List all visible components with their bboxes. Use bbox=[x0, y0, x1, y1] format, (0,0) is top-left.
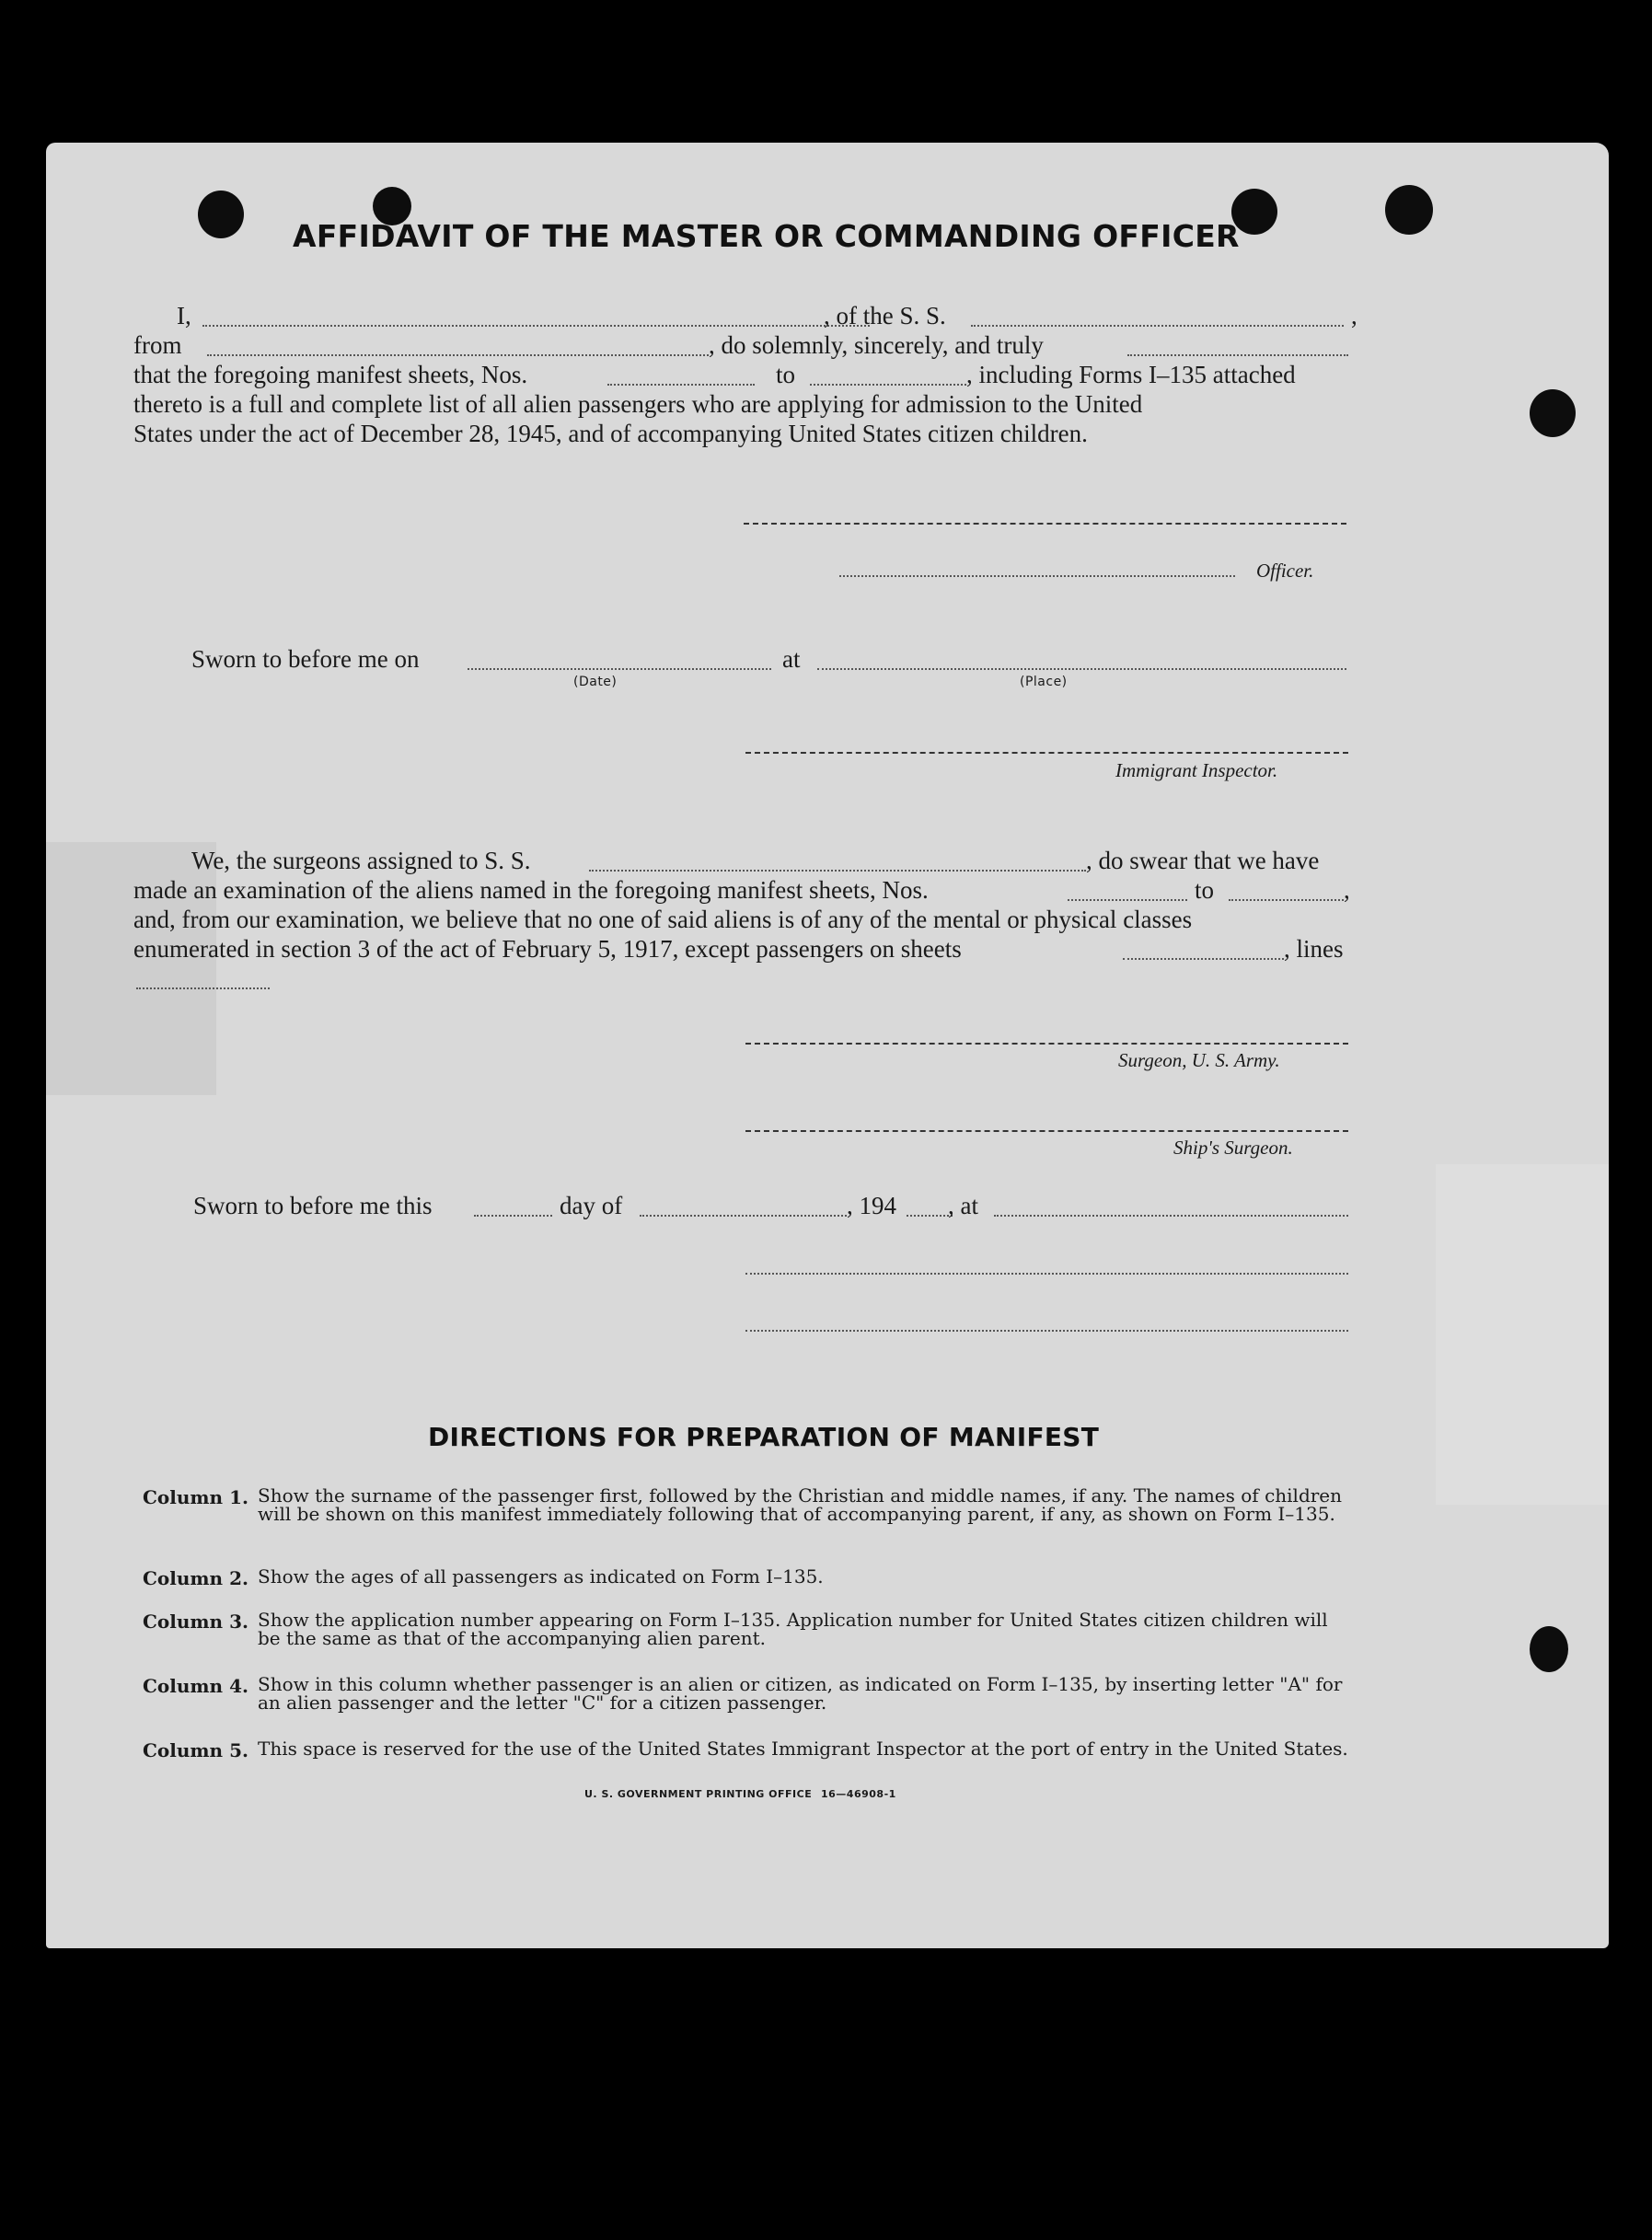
column-2-label: Column 2. bbox=[143, 1567, 248, 1589]
master-name-field[interactable] bbox=[202, 325, 870, 327]
day-of-label: day of bbox=[560, 1192, 623, 1219]
surgeons-line4: enumerated in section 3 of the act of February 5, 1917, except passengers on sheets bbox=[133, 935, 962, 963]
surgeons-line2: made an examination of the aliens named in the foregoing manifest sheets, Nos. bbox=[133, 876, 929, 904]
column-2-text: Show the ages of all passengers as indicated on Form I–135. bbox=[258, 1565, 824, 1588]
sworn-date-field[interactable] bbox=[468, 668, 771, 670]
surgeons-line3: and, from our examination, we believe that no one of said aliens is of any of the mental or physical classes bbox=[133, 906, 1193, 933]
surgeons-lines-label: , lines bbox=[1284, 935, 1344, 963]
affidavit-forms: , including Forms I–135 attached bbox=[966, 361, 1296, 388]
column-1-text: Show the surname of the passenger first, followed by the Christian and middle names, if any. The names of children will be shown on this manifest immediately following that of accompanying parent, if any, as shown on Form I–135. bbox=[258, 1484, 1343, 1525]
column-5-label: Column 5. bbox=[143, 1739, 248, 1761]
sworn-day-field[interactable] bbox=[474, 1215, 552, 1217]
column-3-text: Show the application number appearing on Form I–135. Application number for United States citizen children will be the same as that of the accompanying alien parent. bbox=[258, 1609, 1328, 1649]
affidavit-line4: thereto is a full and complete list of all alien passengers who are applying for admission to the United bbox=[133, 390, 1143, 418]
year-label: , 194 bbox=[847, 1192, 896, 1219]
punch-hole-top-right-2 bbox=[1385, 185, 1433, 235]
surgeon-ship-field[interactable] bbox=[589, 870, 1086, 872]
ship-name-field[interactable] bbox=[971, 325, 1344, 327]
affidavit-manifest-nos: that the foregoing manifest sheets, Nos. bbox=[133, 361, 528, 388]
form-sheet bbox=[46, 143, 1609, 1948]
printing-office: U. S. GOVERNMENT PRINTING OFFICE bbox=[584, 1788, 813, 1800]
sworn-on-label: Sworn to before me on bbox=[191, 645, 420, 673]
column-1-label: Column 1. bbox=[143, 1486, 248, 1508]
affidavit-line1-end: , bbox=[1351, 302, 1357, 329]
surgeon-sheets-to-field[interactable] bbox=[1229, 899, 1344, 901]
affidavit-i: I, bbox=[177, 302, 191, 329]
directions-title: DIRECTIONS FOR PREPARATION OF MANIFEST bbox=[428, 1422, 1100, 1452]
surgeons-to: to bbox=[1195, 876, 1215, 904]
affidavit-solemnly: , do solemnly, sincerely, and truly bbox=[709, 331, 1044, 359]
lines-field[interactable] bbox=[136, 987, 270, 989]
tape-patch-right bbox=[1436, 1164, 1609, 1505]
punch-hole-right-upper bbox=[1530, 389, 1576, 437]
column-4-label: Column 4. bbox=[143, 1675, 248, 1697]
affidavit-to: to bbox=[776, 361, 796, 388]
affidavit-line5: States under the act of December 28, 1945, and of accompanying United States citizen children. bbox=[133, 420, 1088, 447]
inspector-label: Immigrant Inspector. bbox=[1115, 759, 1278, 781]
form-number: 16—46908-1 bbox=[821, 1788, 896, 1800]
column-5-text: This space is reserved for the use of the United States Immigrant Inspector at the port of entry in the United States. bbox=[258, 1738, 1348, 1760]
surgeon-sheets-from-field[interactable] bbox=[1068, 899, 1187, 901]
surgeons-line1-end: , do swear that we have bbox=[1086, 847, 1320, 874]
ship-surgeon-signature-line[interactable] bbox=[745, 1130, 1348, 1132]
sworn-month-field[interactable] bbox=[640, 1215, 847, 1217]
sworn-place-field[interactable] bbox=[817, 668, 1346, 670]
army-surgeon-label: Surgeon, U. S. Army. bbox=[1118, 1049, 1280, 1071]
sworn-year-field[interactable] bbox=[907, 1215, 953, 1217]
punch-hole-right-lower bbox=[1530, 1626, 1568, 1672]
extra-signature-line-1[interactable] bbox=[745, 1273, 1348, 1275]
affidavit-title: AFFIDAVIT OF THE MASTER OR COMMANDING OFFICER bbox=[293, 218, 1240, 254]
army-surgeon-signature-line[interactable] bbox=[745, 1043, 1348, 1045]
column-3-label: Column 3. bbox=[143, 1611, 248, 1633]
year-at-label: , at bbox=[948, 1192, 978, 1219]
affidavit-of-ss: , of the S. S. bbox=[824, 302, 946, 329]
officer-label: Officer. bbox=[1256, 560, 1314, 582]
manifest-to-field[interactable] bbox=[810, 384, 966, 386]
sworn-at-field[interactable] bbox=[994, 1215, 1348, 1217]
date-caption: (Date) bbox=[573, 675, 618, 689]
surgeons-line1: We, the surgeons assigned to S. S. bbox=[191, 847, 531, 874]
punch-hole-top-left bbox=[198, 191, 244, 238]
ship-surgeon-label: Ship's Surgeon. bbox=[1173, 1137, 1293, 1159]
from-port-field[interactable] bbox=[207, 354, 709, 356]
place-caption: (Place) bbox=[1020, 675, 1068, 689]
except-sheets-field[interactable] bbox=[1123, 958, 1284, 960]
column-4-text: Show in this column whether passenger is an alien or citizen, as indicated on Form I–135, by inserting letter "A" for an alien passenger and the letter "C" for a citizen passenger. bbox=[258, 1673, 1343, 1714]
manifest-from-field[interactable] bbox=[607, 384, 755, 386]
affidavit-from: from bbox=[133, 331, 182, 359]
inspector-signature-line[interactable] bbox=[745, 752, 1348, 754]
sworn-this-label: Sworn to before me this bbox=[193, 1192, 433, 1219]
officer-title-field[interactable] bbox=[839, 575, 1235, 577]
officer-signature-line[interactable] bbox=[744, 523, 1346, 525]
truly-field[interactable] bbox=[1127, 354, 1348, 356]
surgeons-line2-end: , bbox=[1344, 876, 1350, 904]
sworn-at-label: at bbox=[782, 645, 801, 673]
extra-signature-line-2[interactable] bbox=[745, 1330, 1348, 1332]
